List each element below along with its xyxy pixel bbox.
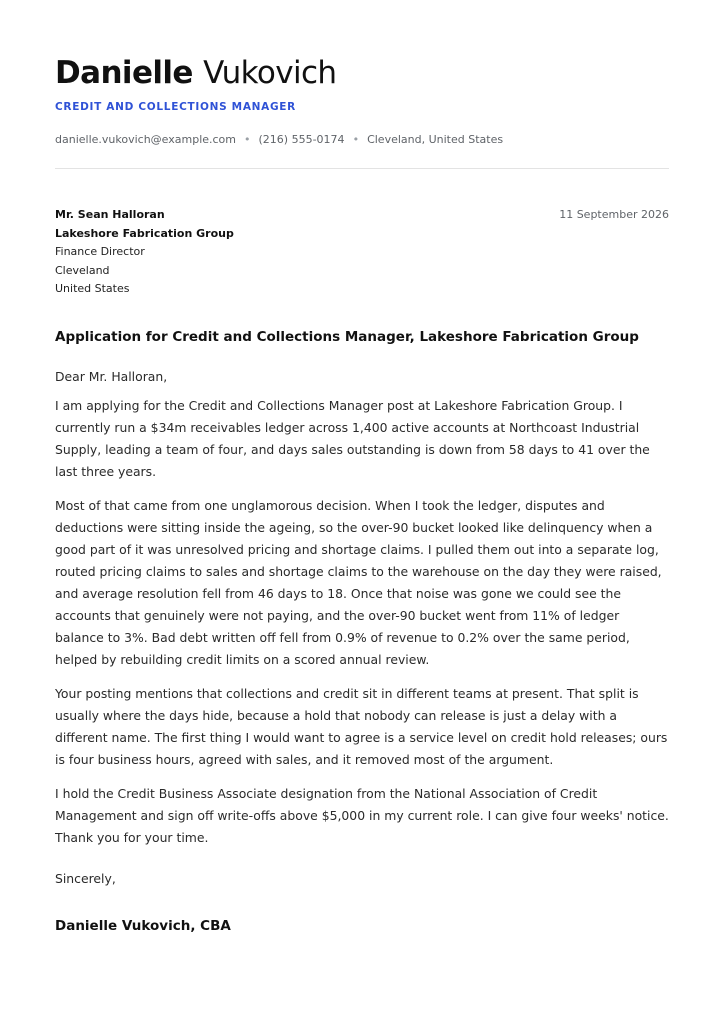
- body-paragraph: I hold the Credit Business Associate designation from the National Association of Credit Management and sign off write-offs above $5,000 in my current role. I can give four weeks' notice. Thank you for your time.: [55, 786, 669, 845]
- contact-line: [55, 133, 503, 146]
- applicant-name: [55, 54, 336, 92]
- body-paragraph: I am applying for the Credit and Collections Manager post at Lakeshore Fabrication Group. I currently run a $34m receivables ledger across 1,400 active accounts at Northcoast Industrial Supply, leading a team of four, and days sales outstanding is down from 58 days to 41 over the last three years.: [55, 398, 650, 479]
- salutation: Dear Mr. Halloran,: [55, 369, 168, 384]
- contact-email: danielle.vukovich@example.com: [55, 133, 237, 146]
- applicant-last-name: Vukovich: [203, 55, 337, 91]
- applicant-role: CREDIT AND COLLECTIONS MANAGER: [55, 101, 296, 113]
- contact-separator: •: [352, 133, 360, 146]
- closing: Sincerely,: [55, 871, 116, 886]
- recipient-block: [55, 206, 234, 299]
- contact-separator: •: [244, 133, 251, 146]
- recipient-company: Lakeshore Fabrication Group: [55, 226, 234, 240]
- letter-subject: Application for Credit and Collections Manager, Lakeshore Fabrication Group: [55, 329, 639, 345]
- recipient-city: Cleveland: [55, 263, 110, 277]
- letter-date: 11 September 2026: [559, 208, 669, 221]
- body-paragraph: Your posting mentions that collections and credit sit in different teams at present. That split is usually where the days hide, because a hold that nobody can release is just a delay with a different name. The first thing I would want to agree is a service level on credit hold releases; ours is four business hours, agreed with sales, and it removed most of the argument.: [55, 686, 668, 767]
- recipient-title: Finance Director: [55, 245, 145, 259]
- letter-body: [55, 366, 669, 861]
- header-divider: [55, 168, 669, 169]
- recipient-country: United States: [55, 282, 130, 296]
- applicant-first-name: Danielle: [55, 55, 193, 91]
- recipient-name: Mr. Sean Halloran: [55, 208, 165, 221]
- signature: Danielle Vukovich, CBA: [55, 918, 231, 934]
- body-paragraph: Most of that came from one unglamorous decision. When I took the ledger, disputes and deductions were sitting inside the ageing, so the over-90 bucket looked like delinquency when a good part of it was unresolved pricing and shortage claims. I pulled them out into a separate log, routed pricing claims to sales and shortage claims to the warehouse on the day they were raised, and average resolution fell from 46 days to 18. Once that noise was gone we could see the accounts that genuinely were not paying, and the over-90 bucket went from 11% of ledger balance to 3%. Bad debt written off fell from 0.9% of revenue to 0.2% over the same period, helped by rebuilding credit limits on a scored annual review.: [55, 498, 662, 667]
- contact-location: Cleveland, United States: [367, 133, 504, 146]
- contact-phone: (216) 555-0174: [258, 133, 345, 146]
